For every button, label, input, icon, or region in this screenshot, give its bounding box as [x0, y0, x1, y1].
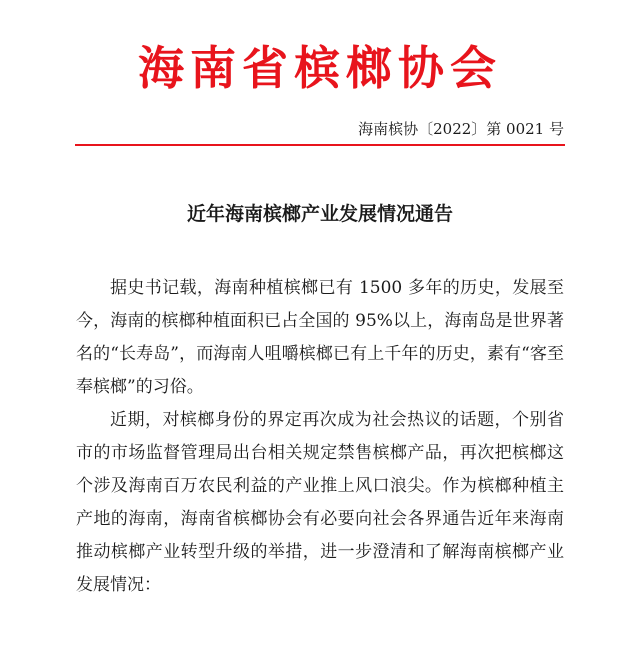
organization-header: 海南省槟榔协会: [138, 41, 502, 95]
document-body: [76, 272, 564, 602]
document-number: 海南槟协〔2022〕第 0021 号: [358, 120, 564, 138]
document-title: 近年海南槟榔产业发展情况通告: [186, 203, 453, 225]
paragraph-history: 据史书记载，海南种植槟榔已有 1500 多年的历史，发展至今，海南的槟榔种植面积已占全国的 95%以上，海南岛是世界著名的“长寿岛”，而海南人咀嚼槟榔已有上千年的历史，素有“客至奉槟榔”的习俗。: [76, 278, 564, 397]
header-divider: [75, 144, 565, 146]
paragraph-recent: 近期，对槟榔身份的界定再次成为社会热议的话题，个别省市的市场监督管理局出台相关规定禁售槟榔产品，再次把槟榔这个涉及海南百万农民利益的产业推上风口浪尖。作为槟榔种植主产地的海南，海南省槟榔协会有必要向社会各界通告近年来海南推动槟榔产业转型升级的举措，进一步澄清和了解海南槟榔产业发展情况：: [76, 410, 564, 595]
